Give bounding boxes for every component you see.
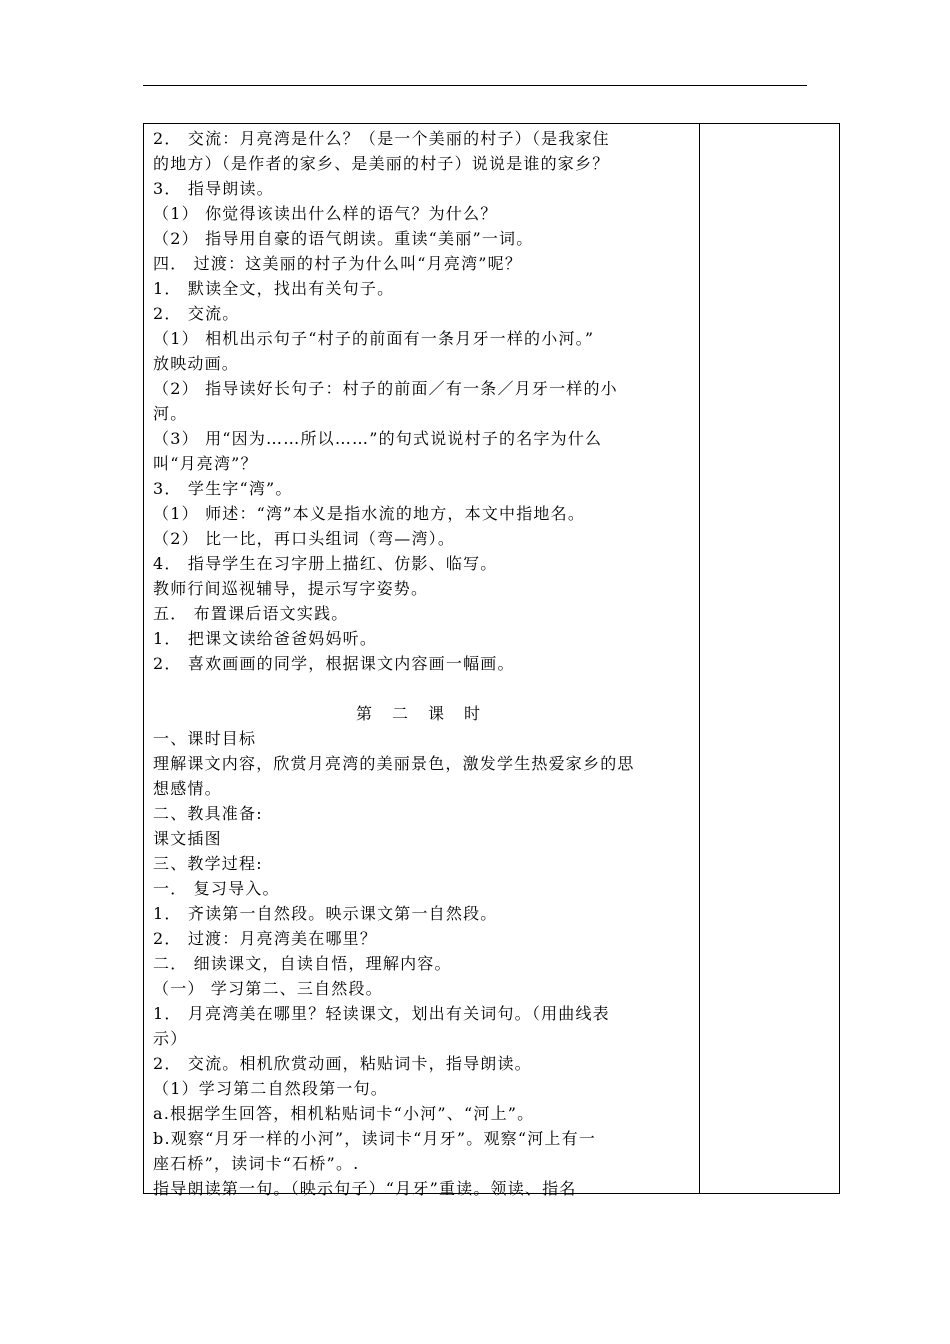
- text-line: 叫“月亮湾”？: [153, 454, 258, 473]
- text-line: 1． 月亮湾美在哪里？轻读课文，划出有关词句。（用曲线表: [153, 1004, 610, 1023]
- text-line: 示）: [153, 1029, 188, 1048]
- text-line: 三、教学过程:: [153, 854, 263, 873]
- text-line: 1． 默读全文，找出有关句子。: [153, 279, 395, 298]
- text-line: a.根据学生回答，相机粘贴词卡“小河”、“河上”。: [153, 1104, 535, 1123]
- text-line: 1． 齐读第一自然段。映示课文第一自然段。: [153, 904, 498, 923]
- text-line: 放映动画。: [153, 354, 240, 373]
- text-line: 二、教具准备:: [153, 804, 263, 823]
- text-line: 河。: [153, 404, 188, 423]
- text-line: 理解课文内容，欣赏月亮湾的美丽景色，激发学生热爱家乡的思: [153, 754, 635, 773]
- header-rule: [143, 85, 807, 86]
- text-line: （2） 指导读好长句子：村子的前面／有一条／月牙一样的小: [153, 379, 618, 398]
- text-line: 四． 过渡：这美丽的村子为什么叫“月亮湾”呢？: [153, 254, 523, 273]
- text-line: 2． 交流。: [153, 304, 240, 323]
- text-line: （1） 相机出示句子“村子的前面有一条月牙一样的小河。”: [153, 329, 595, 348]
- text-line: 一、课时目标: [153, 729, 257, 748]
- blank-line: [153, 676, 693, 701]
- text-line: （3） 用“因为……所以……”的句式说说村子的名字为什么: [153, 429, 603, 448]
- text-line: 2． 交流：月亮湾是什么？（是一个美丽的村子）（是我家住: [153, 129, 610, 148]
- lesson-content-cell: [153, 126, 693, 1201]
- text-line: 五． 布置课后语文实践。: [153, 604, 349, 623]
- lesson-plan-table: [143, 123, 840, 1198]
- text-line: 指导朗读第一句。（映示句子）“月牙”重读。领读、指名: [153, 1179, 577, 1198]
- text-line: （2） 比一比，再口头组词（弯—湾）。: [153, 529, 456, 548]
- notes-cell: [700, 124, 840, 1193]
- text-line: 课文插图: [153, 829, 222, 848]
- text-line: 2． 过渡：月亮湾美在哪里？: [153, 929, 378, 948]
- text-line: 一． 复习导入。: [153, 879, 280, 898]
- text-line: 座石桥”，读词卡“石桥”。.: [153, 1154, 360, 1173]
- text-line: 教师行间巡视辅导，提示写字姿势。: [153, 579, 429, 598]
- text-line: 的地方）（是作者的家乡、是美丽的村子）说说是谁的家乡？: [153, 154, 610, 173]
- text-line: 二． 细读课文，自读自悟，理解内容。: [153, 954, 452, 973]
- text-line: 3． 指导朗读。: [153, 179, 274, 198]
- text-line: （1） 你觉得该读出什么样的语气？为什么？: [153, 204, 498, 223]
- text-line: 4． 指导学生在习字册上描红、仿影、临写。: [153, 554, 498, 573]
- text-line: 1． 把课文读给爸爸妈妈听。: [153, 629, 378, 648]
- text-line: （1） 师述：“湾”本义是指水流的地方，本文中指地名。: [153, 504, 586, 523]
- section-heading: 第二课时: [355, 704, 500, 723]
- text-line: 想感情。: [153, 779, 222, 798]
- text-line: （1）学习第二自然段第一句。: [153, 1079, 388, 1098]
- text-line: b.观察“月牙一样的小河”，读词卡“月牙”。观察“河上有一: [153, 1129, 597, 1148]
- text-line: 2． 喜欢画画的同学，根据课文内容画一幅画。: [153, 654, 515, 673]
- text-line: 3． 学生字“湾”。: [153, 479, 293, 498]
- text-line: （一） 学习第二、三自然段。: [153, 979, 383, 998]
- text-line: （2） 指导用自豪的语气朗读。重读“美丽”一词。: [153, 229, 534, 248]
- text-line: 2． 交流。相机欣赏动画，粘贴词卡，指导朗读。: [153, 1054, 532, 1073]
